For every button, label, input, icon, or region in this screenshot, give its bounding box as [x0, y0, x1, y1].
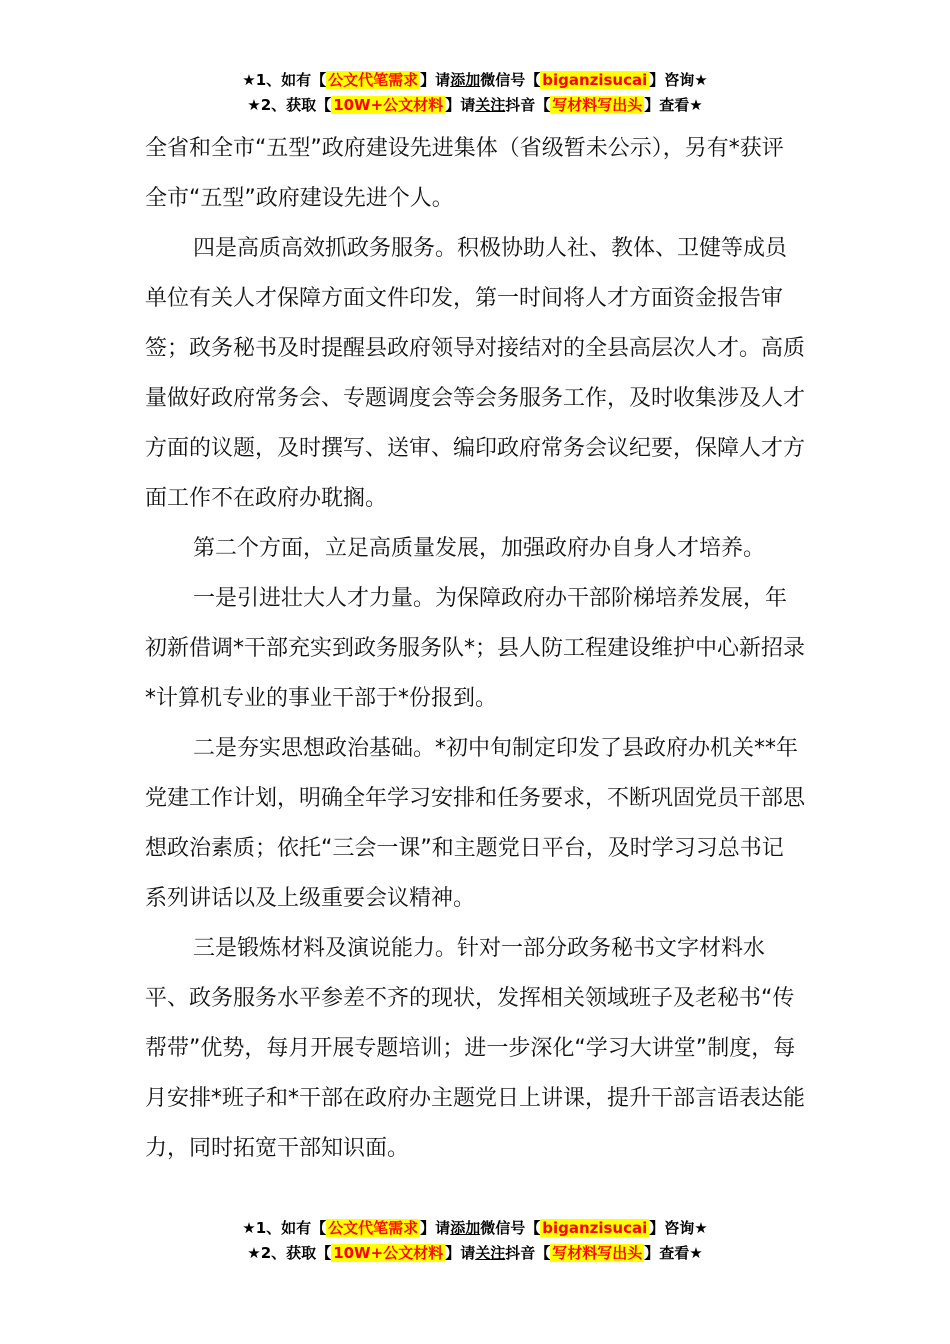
- paragraph: 全省和全市“五型”政府建设先进集体（省级暂未公示），另有*获评全市“五型”政府建设先进个人。: [145, 136, 784, 211]
- banner-line-1: [0, 1216, 950, 1241]
- highlight-douyin: 写材料写出头: [552, 96, 643, 114]
- banner-text: 抖音【: [505, 1244, 551, 1262]
- paragraph: 二是夯实思想政治基础。*初中旬制定印发了县政府办机关**年党建工作计划，明确全年学习安排和任务要求，不断巩固党员干部思想政治素质；依托“三会一课”和主题党日平台，及时学习习总书记系列讲话以及上级重要会议精神。: [145, 736, 806, 911]
- banner-line-2: [0, 1241, 950, 1266]
- banner-text: ★1、如有【: [242, 71, 327, 89]
- banner-text: 微信号【: [480, 1219, 541, 1237]
- banner-text: 】请: [445, 96, 476, 114]
- banner-text: 微信号【: [480, 71, 541, 89]
- section-heading: 第二个方面，立足高质量发展，加强政府办自身人才培养。: [193, 536, 766, 561]
- banner-text: 】查看★: [644, 96, 703, 114]
- banner-text: ★1、如有【: [242, 1219, 327, 1237]
- banner-line-2: [0, 93, 950, 118]
- banner-text: ★2、获取【: [247, 1244, 332, 1262]
- highlight-service: 公文代笔需求: [328, 1219, 419, 1237]
- highlight-service: 公文代笔需求: [328, 71, 419, 89]
- banner-underlined: 关注: [475, 1244, 506, 1262]
- banner-text: 】请: [420, 1219, 451, 1237]
- highlight-materials: 10W+公文材料: [333, 1244, 444, 1262]
- banner-text: 】请: [445, 1244, 476, 1262]
- banner-underlined: 添加: [450, 71, 481, 89]
- banner-text: 】咨询★: [649, 71, 708, 89]
- banner-text: 】请: [420, 71, 451, 89]
- paragraph: 三是锻炼材料及演说能力。针对一部分政务秘书文字材料水平、政务服务水平参差不齐的现状，发挥相关领域班子及老秘书“传帮带”优势，每月开展专题培训；进一步深化“学习大讲堂”制度，每月安排*班子和*干部在政府办主题党日上讲课，提升干部言语表达能力，同时拓宽干部知识面。: [145, 936, 806, 1161]
- banner-underlined: 关注: [475, 96, 506, 114]
- highlight-douyin: 写材料写出头: [552, 1244, 643, 1262]
- header-banner: [0, 68, 950, 118]
- banner-text: 】咨询★: [649, 1219, 708, 1237]
- document-body: [145, 124, 805, 1174]
- banner-text: 抖音【: [505, 96, 551, 114]
- banner-line-1: [0, 68, 950, 93]
- paragraph: 四是高质高效抓政务服务。积极协助人社、教体、卫健等成员单位有关人才保障方面文件印发，第一时间将人才方面资金报告审签；政务秘书及时提醒县政府领导对接结对的全县高层次人才。高质量做好政府常务会、专题调度会等会务服务工作，及时收集涉及人才方面的议题，及时撰写、送审、编印政府常务会议纪要，保障人才方面工作不在政府办耽搁。: [145, 236, 806, 511]
- paragraph: 一是引进壮大人才力量。为保障政府办干部阶梯培养发展，年初新借调*干部充实到政务服务队*；县人防工程建设维护中心新招录*计算机专业的事业干部于*份报到。: [145, 586, 806, 711]
- footer-banner: [0, 1216, 950, 1266]
- highlight-wechat-id: biganzisucai: [542, 1219, 648, 1237]
- banner-text: ★2、获取【: [247, 96, 332, 114]
- highlight-wechat-id: biganzisucai: [542, 71, 648, 89]
- highlight-materials: 10W+公文材料: [333, 96, 444, 114]
- banner-text: 】查看★: [644, 1244, 703, 1262]
- banner-underlined: 添加: [450, 1219, 481, 1237]
